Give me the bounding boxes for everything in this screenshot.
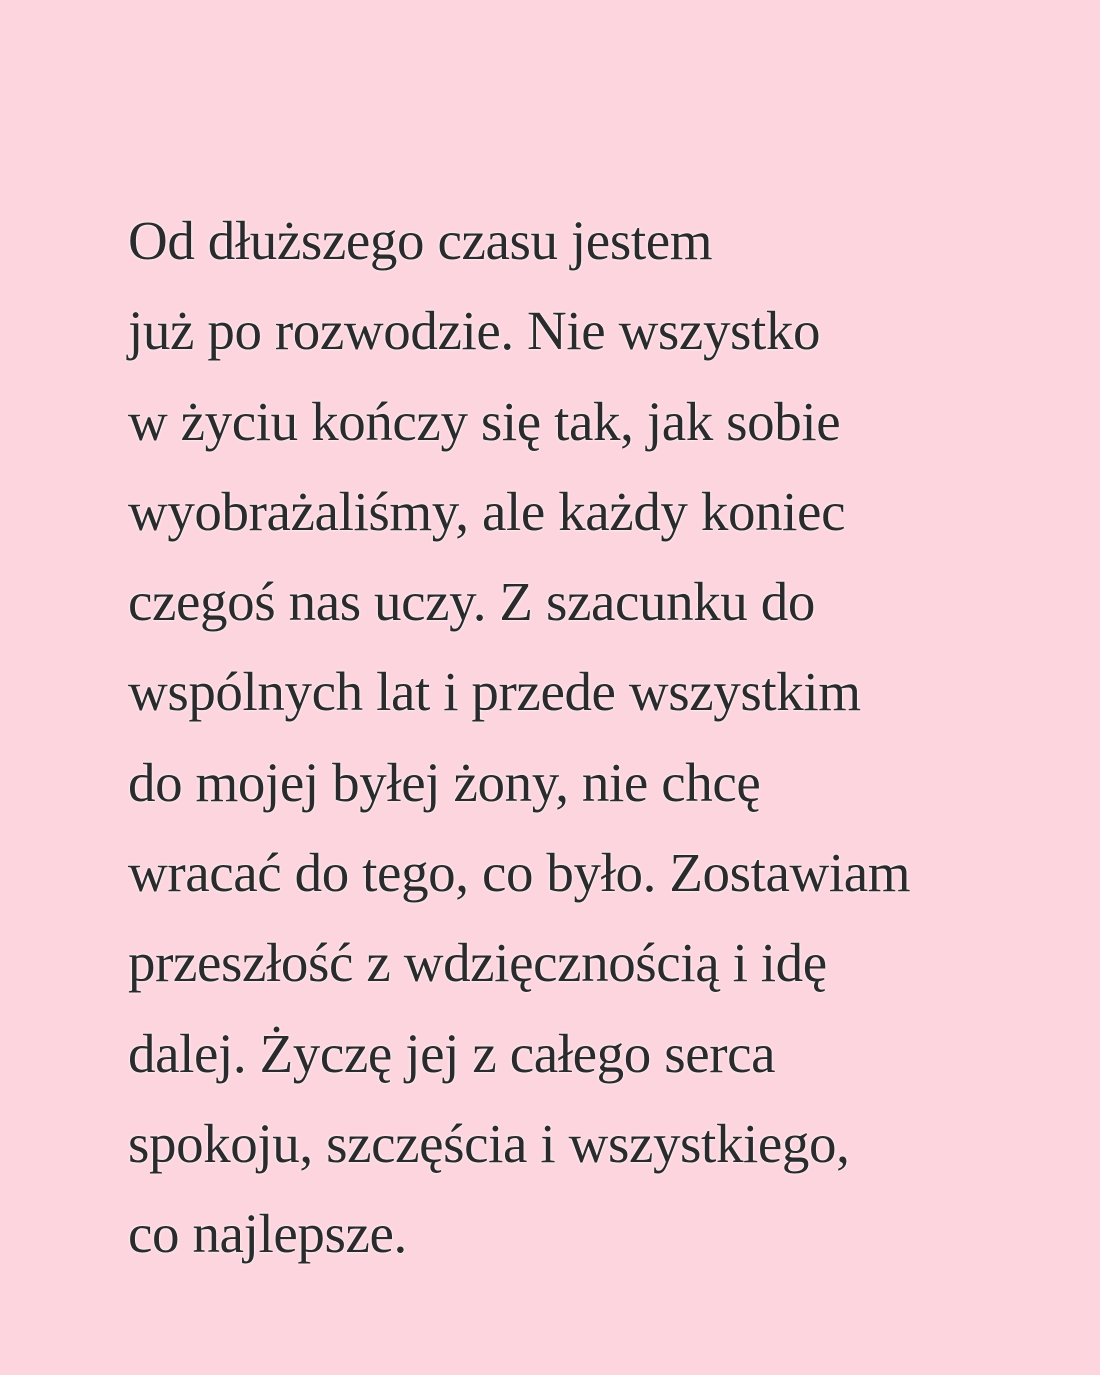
statement-line: do mojej byłej żony, nie chcę	[128, 751, 761, 813]
statement-line: dalej. Życzę jej z całego serca	[128, 1022, 776, 1084]
statement-line: przeszłość z wdzięcznością i idę	[128, 932, 827, 994]
statement-line: już po rozwodzie. Nie wszystko	[128, 300, 821, 362]
statement-text	[128, 196, 1048, 1280]
statement-line: spokoju, szczęścia i wszystkiego,	[128, 1112, 850, 1174]
statement-line: co najlepsze.	[128, 1203, 407, 1265]
statement-line: wracać do tego, co było. Zostawiam	[128, 842, 911, 904]
statement-line: czegoś nas uczy. Z szacunku do	[128, 571, 815, 633]
statement-line: w życiu kończy się tak, jak sobie	[128, 390, 841, 452]
statement-line: wyobrażaliśmy, ale każdy koniec	[128, 480, 846, 542]
statement-line: wspólnych lat i przede wszystkim	[128, 661, 861, 723]
statement-line: Od dłuższego czasu jestem	[128, 210, 713, 271]
